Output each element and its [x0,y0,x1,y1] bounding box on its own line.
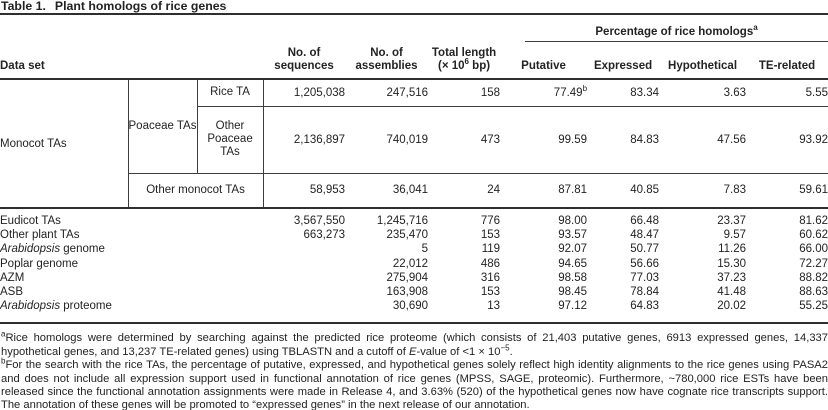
label: Eudicot TAs [0,215,61,227]
cell-te-related: 5.55 [746,79,828,106]
cell-te-related: 66.00 [799,243,828,256]
row-asb [0,285,828,299]
cell-hypothetical: 41.48 [717,286,747,299]
cell-putative: 98.58 [558,271,588,284]
cell-assemblies: 275,904 [386,271,429,284]
cell-sequences [263,299,345,323]
cell-total-length: 153 [480,286,501,299]
cell-poaceae-tas-group: Poaceae TAs [128,79,197,173]
cell-sequences [263,257,345,271]
cell-row-label [0,285,263,299]
cell-sequences: 1,205,038 [263,79,345,106]
cell-sequences: 2,136,897 [263,106,345,173]
cell-te-related: 81.62 [799,215,828,227]
cell-assemblies: 740,019 [345,106,428,173]
cell-hypothetical: 15.30 [717,257,747,270]
cell-expressed: 50.77 [630,243,660,256]
cell-row-label: Other Poaceae TAs [197,106,263,173]
row-arabidopsis-genome [0,242,828,256]
cell-total-length: 119 [481,243,501,256]
exponent: 6 [464,56,469,66]
cell-assemblies: 36,041 [345,173,428,208]
cell-sequences [263,285,345,299]
row-azm [0,271,828,285]
footnote-marker-a: a [1,329,6,339]
cell-sequences: 58,953 [263,173,345,208]
cell-expressed: 56.66 [630,257,660,270]
row-other-plant-tas [0,228,828,242]
value: 77.49 [553,86,583,99]
cell-total-length: 153 [480,229,501,242]
cell-monocot-tas-group: Monocot TAs [0,79,128,208]
cell-expressed: 66.48 [630,215,660,227]
label: genome [60,243,105,256]
cell-row-label [0,228,263,242]
cell-sequences [263,242,345,256]
row-eudicot-tas [0,208,828,228]
cell-row-label [0,299,263,323]
percentage-group-underline [525,22,828,43]
cell-expressed: 84.83 [587,106,659,173]
label: Poplar genome [0,257,78,270]
footnote-text: Rice homologs were determined by searching against the predicted rice proteome (which consists of 21,403 putative genes, 6913 expressed genes, 14,337 hypothetical genes, and 13,237 TE-related genes) using TBLASTN and a cutoff of [1,332,828,358]
cell-te-related: 88.63 [799,286,828,299]
cell-row-label [0,257,263,271]
label: ASB [0,286,24,299]
cell-te-related: 93.92 [746,106,828,173]
cell-hypothetical: 20.02 [717,300,747,313]
footnote-a [1,329,828,359]
cell-hypothetical: 23.37 [717,215,747,227]
cell-putative [500,79,587,106]
header-hypothetical: Hypothetical [659,48,746,79]
exponent: −5 [500,343,510,353]
total-length-unit: bp) [468,59,491,72]
footnote-text: For the search with the rice TAs, the percentage of putative, expressed, and hypothetical genes solely reflect high identity alignments to the rice genes using PASA2 and does not include all expression support used in functional annotation of rice genes (MPSS, SAGE, proteomic). Furthermore, ~780,000 rice ESTs have been released since the functional annotation assignments were made in Release 4, and 3.63% (520) of the hypothetical genes now have cognate rice transcripts support. The annotation of these genes will be promoted to “expressed genes” in the next release of our annotation. [1,359,828,410]
label: Other plant TAs [0,229,80,242]
cell-sequences: 663,273 [303,229,346,242]
header-putative: Putative [500,48,587,79]
cell-putative: 98.00 [558,215,588,227]
header-no-of-assemblies [345,14,428,79]
header-line: assemblies [355,59,418,72]
header-row-group [0,14,828,48]
cell-row-label: Other monocot TAs [128,173,263,208]
footnote-text: . [509,345,513,358]
footnote-b [1,356,828,410]
cell-expressed: 78.84 [630,286,660,299]
cell-sequences: 3,567,550 [293,215,346,227]
cell-putative: 92.07 [558,243,588,256]
cell-assemblies: 247,516 [345,79,428,106]
footnote-marker-a-ref: a [753,22,758,32]
cell-putative: 99.59 [500,106,587,173]
cell-row-label [0,271,263,285]
cell-assemblies: 1,245,716 [376,215,429,227]
cell-total-length: 13 [487,300,501,313]
row-rice-ta [0,79,828,106]
cell-expressed: 48.47 [630,229,660,242]
label: proteome [60,300,112,313]
cell-putative: 97.12 [558,300,588,313]
cell-putative: 93.57 [558,229,588,242]
cell-te-related: 60.62 [799,229,828,242]
cell-total-length: 486 [480,257,501,270]
cell-total-length: 24 [428,173,500,208]
percentage-group-label: Percentage of rice homologs [595,25,754,38]
cell-total-length: 316 [480,271,501,284]
cell-assemblies: 163,908 [386,286,429,299]
cell-te-related: 72.27 [799,257,828,270]
cell-row-label [0,242,263,256]
cell-total-length: 158 [428,79,500,106]
plant-homologs-table [0,13,828,324]
table-caption: Plant homologs of rice genes [54,0,227,13]
header-line: No. of [287,47,321,59]
cell-assemblies: 22,012 [392,257,429,270]
cell-expressed: 77.03 [630,271,660,284]
header-te-related: TE-related [746,48,828,79]
cell-hypothetical: 3.63 [659,79,746,106]
cell-te-related: 59.61 [746,173,828,208]
cell-expressed: 83.34 [587,79,659,106]
cell-te-related: 55.25 [799,300,828,313]
header-expressed: Expressed [587,48,659,79]
cell-putative: 98.45 [558,286,588,299]
header-percentage-group [500,14,828,48]
cell-hypothetical: 11.26 [718,243,747,256]
cell-row-label: Rice TA [197,79,263,106]
footnote-marker-b-ref: b [582,83,588,93]
label-italic: Arabidopsis [0,243,61,256]
label-italic: Arabidopsis [0,300,61,313]
cell-hypothetical: 47.56 [659,106,746,173]
cell-hypothetical: 37.23 [717,271,747,284]
cell-sequences [263,271,345,285]
footnotes [0,329,828,410]
cell-assemblies: 5 [421,243,429,256]
table-title [0,0,828,13]
label: AZM [0,271,25,284]
header-line: sequences [274,59,334,72]
table-number: Table 1. [1,0,46,13]
footnote-text: -value of <1 × 10 [416,345,501,358]
row-arabidopsis-proteome [0,299,828,323]
cell-assemblies: 235,470 [386,229,429,242]
header-line: Total length [431,47,497,59]
cell-total-length: 473 [428,106,500,173]
cell-expressed: 40.85 [587,173,659,208]
cell-expressed: 64.83 [630,300,660,313]
header-data-set: Data set [0,14,263,79]
cell-assemblies: 30,690 [392,300,429,313]
header-no-of-sequences [263,14,345,79]
footnote-marker-b: b [1,356,6,366]
cell-total-length: 776 [480,215,501,227]
cell-row-label [0,208,263,228]
cell-hypothetical: 9.57 [723,229,747,242]
header-total-length [428,14,500,79]
row-poplar-genome [0,257,828,271]
cell-te-related: 88.82 [799,271,828,284]
header-line [428,56,500,73]
cell-putative: 87.81 [500,173,587,208]
cell-hypothetical: 7.83 [659,173,746,208]
cell-putative: 94.65 [558,257,588,270]
total-length-unit: (× 10 [437,59,465,72]
evalue-italic: E [409,345,417,358]
header-line: No. of [370,47,403,59]
